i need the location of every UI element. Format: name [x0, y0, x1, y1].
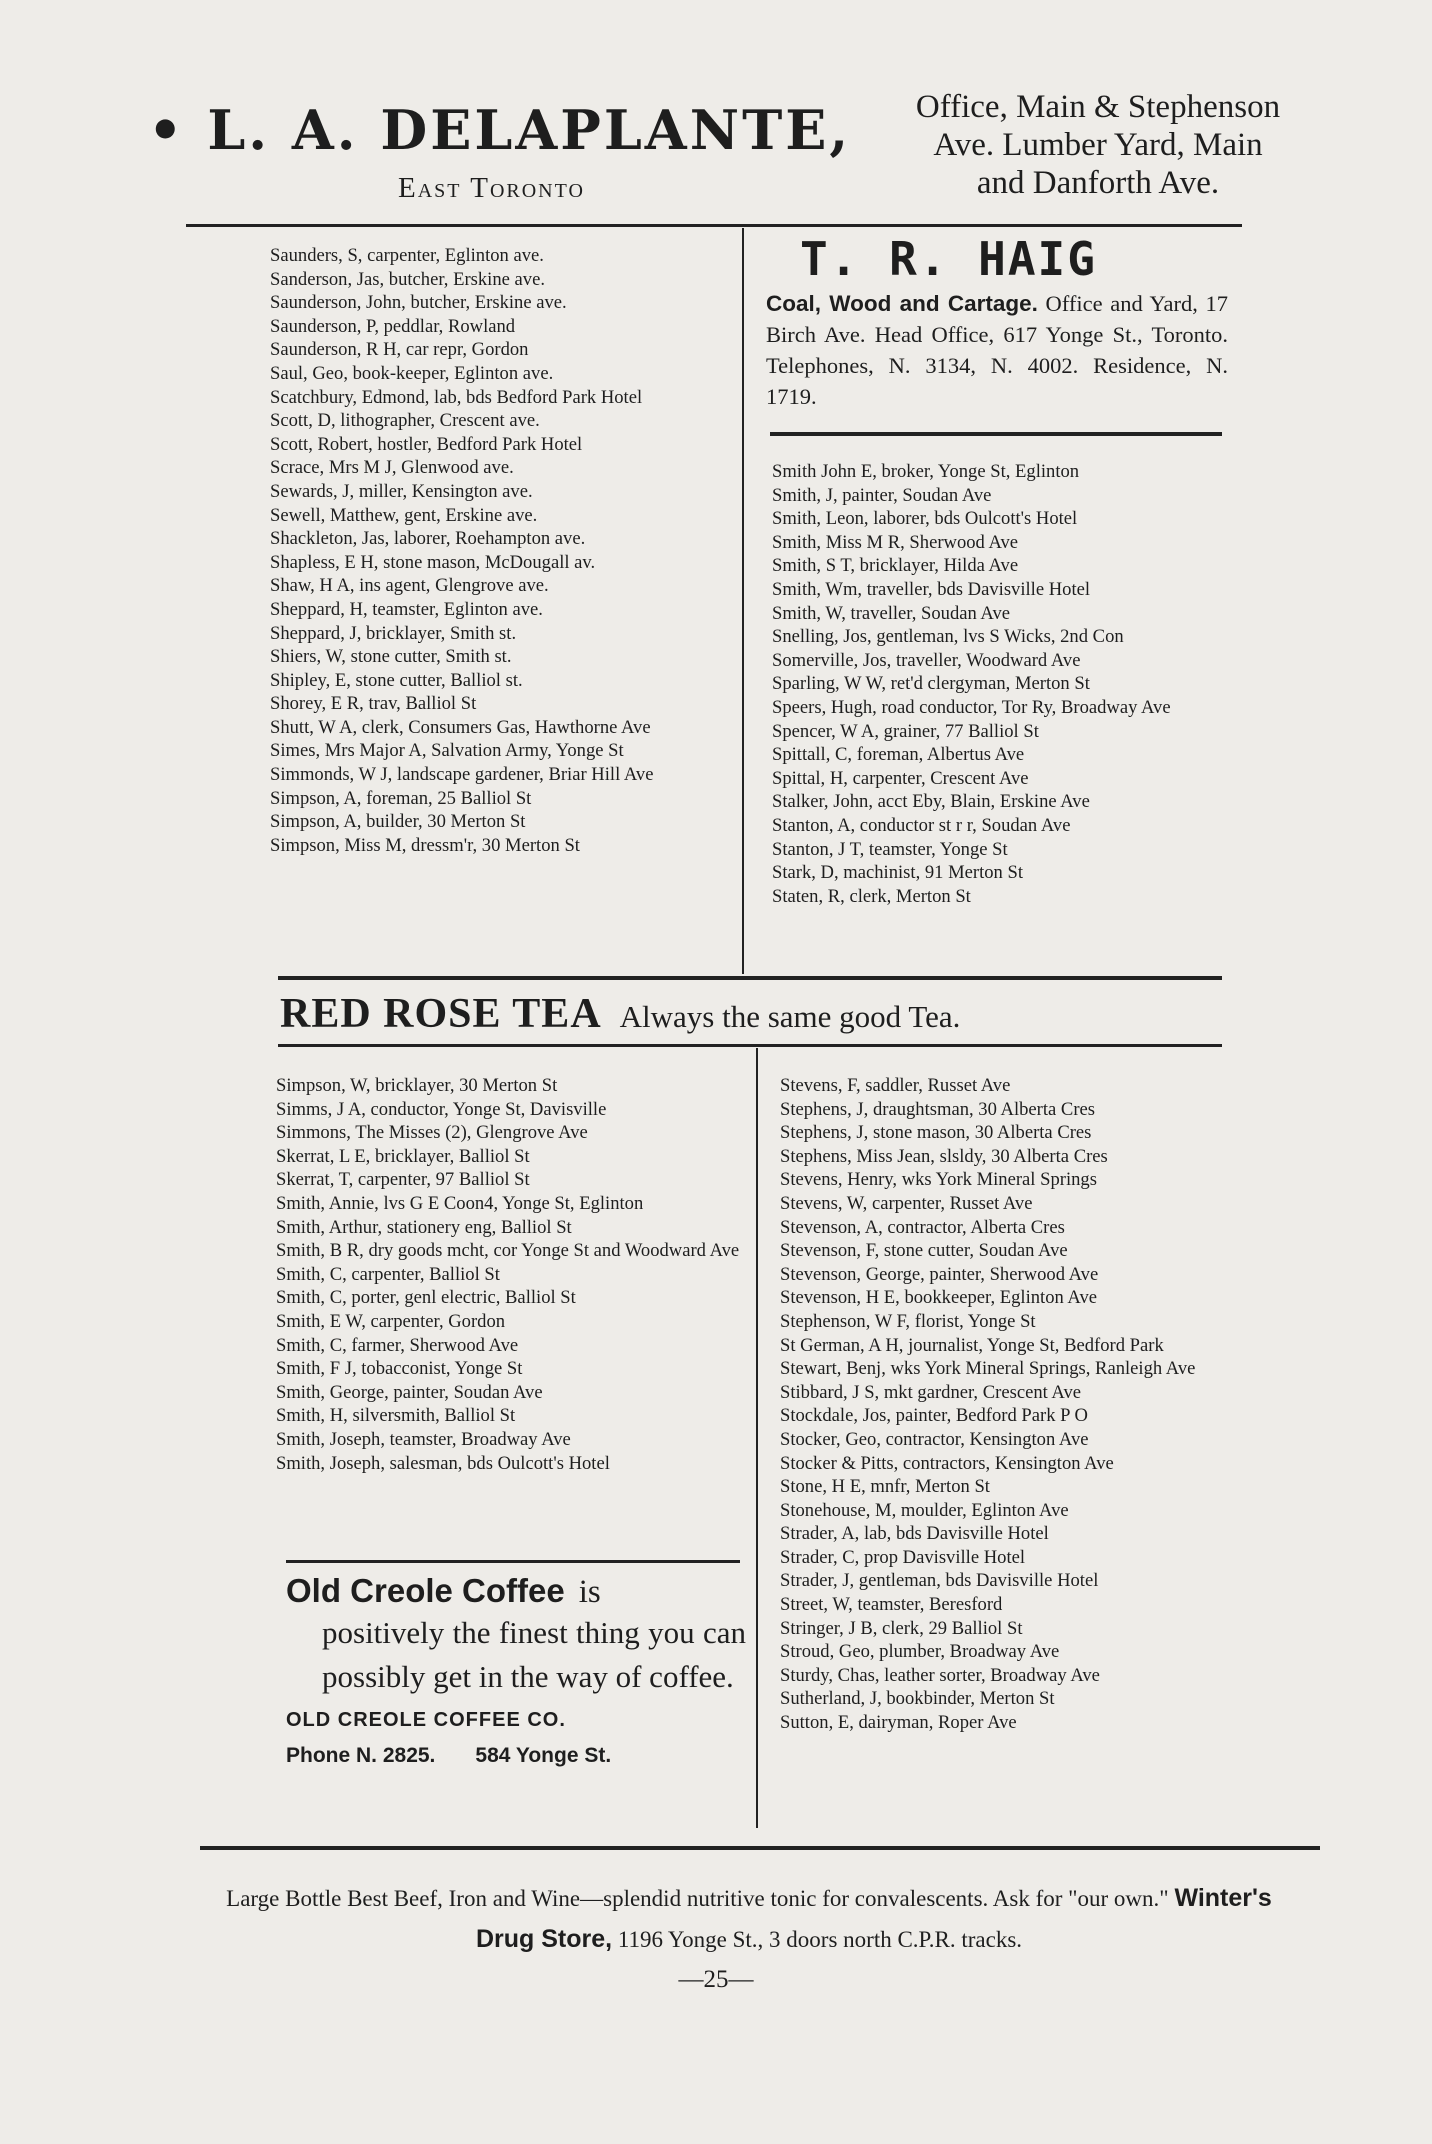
address-line: Ave. Lumber Yard, Main: [933, 127, 1263, 163]
directory-entry: Simpson, Miss M, dressm'r, 30 Merton St: [270, 834, 580, 856]
directory-entry: Smith, W, traveller, Soudan Ave: [772, 602, 1011, 624]
directory-entry: Smith, Joseph, teamster, Broadway Ave: [276, 1428, 571, 1450]
directory-entry: Stalker, John, acct Eby, Blain, Erskine Ave: [772, 791, 1090, 813]
address-line: and Danforth Ave.: [976, 165, 1220, 201]
directory-entry: Smith, George, painter, Soudan Ave: [276, 1381, 543, 1403]
directory-entry: Shutt, W A, clerk, Consumers Gas, Hawthorne Ave: [270, 716, 651, 738]
directory-entry: Stewart, Benj, wks York Mineral Springs, Ranleigh Ave: [780, 1358, 1196, 1380]
address-line: Office, Main & Stephenson: [915, 89, 1281, 125]
rule-above-banner: [278, 976, 1222, 980]
directory-entry: Skerrat, L E, bricklayer, Balliol St: [276, 1145, 530, 1167]
directory-entry: Staten, R, clerk, Merton St: [772, 885, 971, 907]
directory-entry: Sturdy, Chas, leather sorter, Broadway Ave: [780, 1664, 1100, 1686]
creole-body: positively the finest thing you can possibly get in the way of coffee.: [322, 1615, 746, 1694]
directory-entry: Strader, C, prop Davisville Hotel: [780, 1546, 1026, 1568]
directory-entry: Stevenson, H E, bookkeeper, Eglinton Ave: [780, 1287, 1098, 1309]
creole-head: [286, 1572, 746, 1611]
directory-entry: Stevenson, George, painter, Sherwood Ave: [780, 1263, 1099, 1285]
directory-column-bottom-right: [780, 1074, 1240, 1735]
directory-entry: Smith, E W, carpenter, Gordon: [276, 1310, 506, 1332]
haig-lead: Coal, Wood and Cartage.: [766, 291, 1038, 316]
directory-entry: Scatchbury, Edmond, lab, bds Bedford Park Hotel: [270, 386, 643, 408]
footer-post: 1196 Yonge St., 3 doors north C.P.R. tracks.: [617, 1927, 1023, 1952]
directory-entry: Saunderson, P, peddlar, Rowland: [270, 315, 516, 337]
directory-entry: Smith, Wm, traveller, bds Davisville Hotel: [772, 578, 1091, 600]
directory-entry: Stocker & Pitts, contractors, Kensington Ave: [780, 1452, 1114, 1474]
directory-entry: Stevenson, F, stone cutter, Soudan Ave: [780, 1240, 1068, 1262]
directory-entry: Stark, D, machinist, 91 Merton St: [772, 862, 1023, 884]
banner-title: RED ROSE TEA: [280, 991, 602, 1037]
directory-entry: Shiers, W, stone cutter, Smith st.: [270, 646, 512, 668]
directory-entry: Stringer, J B, clerk, 29 Balliol St: [780, 1617, 1023, 1639]
directory-entry: Shaw, H A, ins agent, Glengrove ave.: [270, 575, 549, 597]
directory-entry: Smith John E, broker, Yonge St, Eglinton: [772, 461, 1080, 482]
directory-entry: Smith, F J, tobacconist, Yonge St: [276, 1358, 523, 1380]
creole-phone: Phone N. 2825.: [286, 1744, 436, 1767]
directory-entry: Stroud, Geo, plumber, Broadway Ave: [780, 1641, 1060, 1663]
directory-entry: Smith, Joseph, salesman, bds Oulcott's Hotel: [276, 1452, 610, 1474]
directory-entry: Simpson, A, builder, 30 Merton St: [270, 811, 526, 833]
creole-contact: [286, 1744, 746, 1768]
directory-entry: Spittall, C, foreman, Albertus Ave: [772, 744, 1025, 766]
creole-name: Old Creole Coffee: [286, 1572, 565, 1609]
haig-ad-body: [766, 288, 1228, 412]
directory-entry: Saunders, S, carpenter, Eglinton ave.: [270, 245, 544, 266]
directory-entry: Smith, Arthur, stationery eng, Balliol St: [276, 1216, 572, 1238]
directory-entry: Spittal, H, carpenter, Crescent Ave: [772, 767, 1029, 789]
directory-entry: Snelling, Jos, gentleman, lvs S Wicks, 2nd Con: [772, 626, 1124, 648]
creole-rule: [286, 1560, 740, 1563]
directory-entry: Stone, H E, mnfr, Merton St: [780, 1476, 990, 1498]
delaplante-location: East Toronto: [398, 172, 585, 204]
directory-entry: Stevens, F, saddler, Russet Ave: [780, 1075, 1011, 1096]
rule-below-banner: [278, 1044, 1222, 1047]
directory-entry: Spencer, W A, grainer, 77 Balliol St: [772, 720, 1039, 742]
directory-entry: Simes, Mrs Major A, Salvation Army, Yonge St: [270, 740, 624, 762]
directory-entry: Simms, J A, conductor, Yonge St, Davisville: [276, 1098, 607, 1120]
creole-is: is: [578, 1574, 601, 1610]
haig-rule: [770, 432, 1222, 436]
delaplante-name: • L. A. DELAPLANTE,: [148, 98, 852, 162]
directory-entry: Smith, B R, dry goods mcht, cor Yonge St and Woodward Ave: [276, 1240, 740, 1262]
directory-column-top-left: [270, 244, 730, 857]
directory-entry: Saunderson, R H, car repr, Gordon: [270, 339, 529, 361]
directory-entry: Smith, C, porter, genl electric, Balliol St: [276, 1287, 576, 1309]
directory-entry: Stephenson, W F, florist, Yonge St: [780, 1310, 1036, 1332]
footer-store: Winter's Drug Store,: [475, 1884, 1272, 1953]
directory-entry: Smith, S T, bricklayer, Hilda Ave: [772, 555, 1019, 577]
footer-pre: Large Bottle Best Beef, Iron and Wine—splendid nutritive tonic for convalescents. Ask for "our own.": [226, 1886, 1169, 1911]
red-rose-banner: [280, 990, 960, 1038]
directory-entry: Shackleton, Jas, laborer, Roehampton ave.: [270, 528, 586, 550]
directory-entry: Sparling, W W, ret'd clergyman, Merton St: [772, 673, 1090, 695]
directory-entry: Smith, C, farmer, Sherwood Ave: [276, 1334, 519, 1356]
directory-entry: Shipley, E, stone cutter, Balliol st.: [270, 669, 523, 691]
directory-entry: Stevens, W, carpenter, Russet Ave: [780, 1192, 1033, 1214]
rule-footer: [200, 1846, 1320, 1850]
directory-entry: Stanton, A, conductor st r r, Soudan Ave: [772, 814, 1071, 836]
directory-entry: Speers, Hugh, road conductor, Tor Ry, Broadway Ave: [772, 696, 1171, 718]
directory-column-bottom-left: [276, 1074, 742, 1475]
directory-entry: Sanderson, Jas, butcher, Erskine ave.: [270, 268, 545, 290]
directory-entry: Stibbard, J S, mkt gardner, Crescent Ave: [780, 1381, 1082, 1403]
directory-entry: St German, A H, journalist, Yonge St, Bedford Park: [780, 1334, 1164, 1356]
directory-entry: Saunderson, John, butcher, Erskine ave.: [270, 292, 567, 314]
directory-entry: Shapless, E H, stone mason, McDougall av.: [270, 551, 596, 573]
directory-entry: Street, W, teamster, Beresford: [780, 1594, 1003, 1616]
directory-entry: Scrace, Mrs M J, Glenwood ave.: [270, 457, 514, 479]
directory-entry: Smith, J, painter, Soudan Ave: [772, 484, 992, 506]
directory-entry: Scott, Robert, hostler, Bedford Park Hotel: [270, 433, 583, 455]
directory-entry: Somerville, Jos, traveller, Woodward Ave: [772, 649, 1081, 671]
creole-coffee-ad: [286, 1572, 746, 1768]
directory-entry: Smith, Miss M R, Sherwood Ave: [772, 531, 1019, 553]
directory-entry: Sewards, J, miller, Kensington ave.: [270, 480, 533, 502]
directory-entry: Sheppard, J, bricklayer, Smith st.: [270, 622, 517, 644]
directory-entry: Shorey, E R, trav, Balliol St: [270, 693, 477, 715]
directory-entry: Strader, A, lab, bds Davisville Hotel: [780, 1523, 1049, 1545]
directory-entry: Sutherland, J, bookbinder, Merton St: [780, 1688, 1055, 1710]
directory-column-top-right: [772, 460, 1234, 908]
creole-address: 584 Yonge St.: [475, 1744, 612, 1767]
directory-entry: Saul, Geo, book-keeper, Eglinton ave.: [270, 362, 554, 384]
directory-entry: Strader, J, gentleman, bds Davisville Hotel: [780, 1570, 1099, 1592]
directory-entry: Smith, Leon, laborer, bds Oulcott's Hotel: [772, 508, 1078, 530]
directory-entry: Stonehouse, M, moulder, Eglinton Ave: [780, 1499, 1069, 1521]
footer-ad: [204, 1878, 1294, 1960]
creole-company: OLD CREOLE COFFEE CO.: [286, 1709, 566, 1731]
haig-text: Office and Yard, 17 Birch Ave. Head Office, 617 Yonge St., Toronto. Telephones, N. 3134, N. 4002. Residence, N. 1719.: [766, 291, 1229, 409]
directory-entry: Sheppard, H, teamster, Eglinton ave.: [270, 598, 543, 620]
delaplante-address: [888, 88, 1308, 202]
banner-slogan: Always the same good Tea.: [619, 999, 961, 1034]
haig-title: T. R. HAIG: [800, 232, 1097, 286]
directory-entry: Simpson, W, bricklayer, 30 Merton St: [276, 1075, 558, 1096]
directory-entry: Stockdale, Jos, painter, Bedford Park P O: [780, 1405, 1088, 1427]
directory-entry: Stephens, J, stone mason, 30 Alberta Cres: [780, 1122, 1092, 1144]
directory-entry: Smith, Annie, lvs G E Coon4, Yonge St, Eglinton: [276, 1192, 644, 1214]
directory-entry: Simmonds, W J, landscape gardener, Briar Hill Ave: [270, 764, 654, 786]
directory-entry: Skerrat, T, carpenter, 97 Balliol St: [276, 1169, 530, 1191]
directory-entry: Sutton, E, dairyman, Roper Ave: [780, 1712, 1017, 1734]
directory-entry: Stephens, J, draughtsman, 30 Alberta Cres: [780, 1098, 1096, 1120]
rule-top: [186, 224, 1242, 227]
page-number: —25—: [678, 1966, 754, 1993]
directory-entry: Smith, H, silversmith, Balliol St: [276, 1405, 516, 1427]
directory-entry: Simpson, A, foreman, 25 Balliol St: [270, 787, 532, 809]
column-divider-bottom: [756, 1048, 758, 1828]
directory-entry: Stanton, J T, teamster, Yonge St: [772, 838, 1008, 860]
column-divider-top: [742, 228, 744, 974]
directory-entry: Sewell, Matthew, gent, Erskine ave.: [270, 504, 538, 526]
directory-entry: Scott, D, lithographer, Crescent ave.: [270, 410, 540, 432]
directory-entry: Stocker, Geo, contractor, Kensington Ave: [780, 1428, 1089, 1450]
directory-entry: Stephens, Miss Jean, slsldy, 30 Alberta Cres: [780, 1145, 1108, 1167]
directory-entry: Smith, C, carpenter, Balliol St: [276, 1263, 500, 1285]
directory-entry: Stevenson, A, contractor, Alberta Cres: [780, 1216, 1065, 1238]
directory-entry: Stevens, Henry, wks York Mineral Springs: [780, 1169, 1097, 1191]
directory-entry: Simmons, The Misses (2), Glengrove Ave: [276, 1122, 588, 1144]
